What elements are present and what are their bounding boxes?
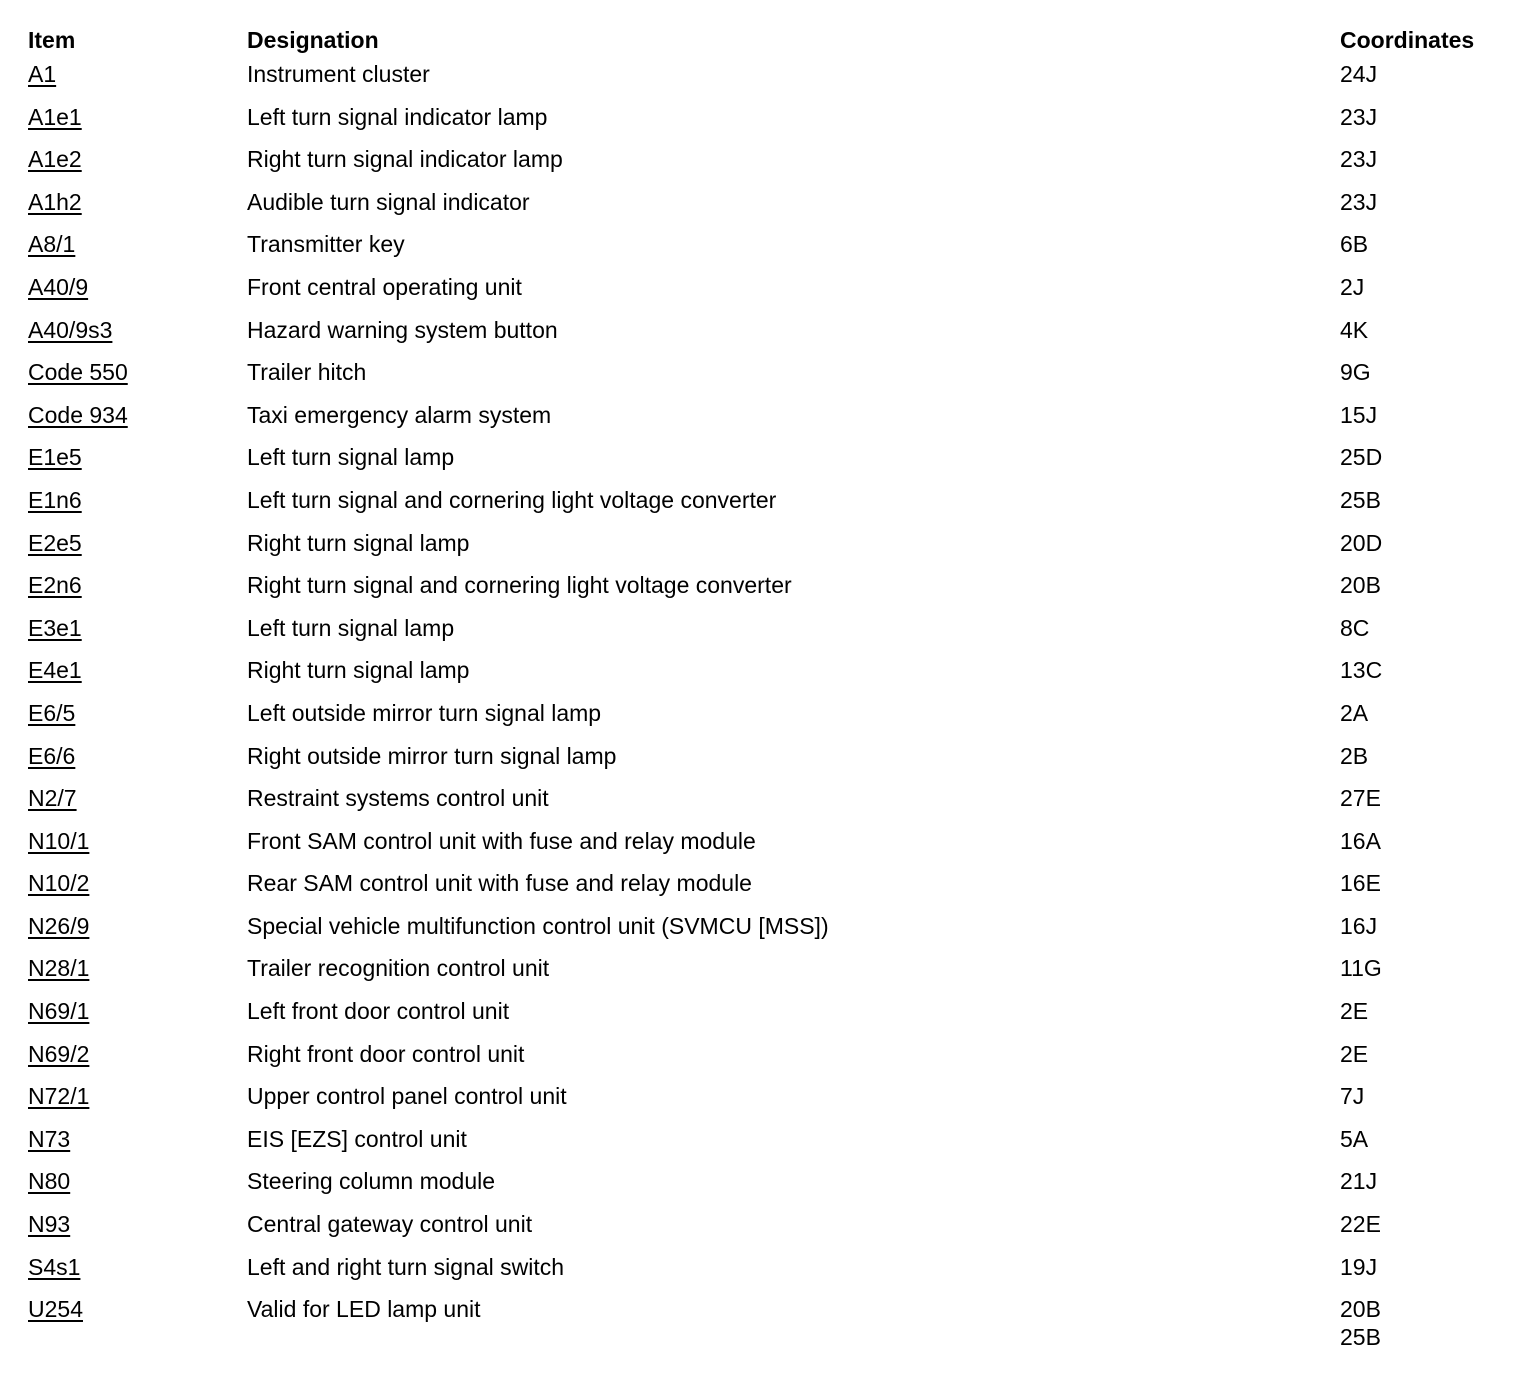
coordinates-cell <box>1340 1253 1377 1281</box>
coordinates-cell <box>1340 954 1382 982</box>
coordinate-value: 2B <box>1340 742 1369 769</box>
table-row <box>28 1165 1498 1208</box>
item-link[interactable]: N10/2 <box>28 870 90 897</box>
coordinate-value: 16J <box>1340 912 1378 939</box>
coordinate-value: 16E <box>1340 870 1381 897</box>
coordinates-cell <box>1340 784 1381 812</box>
table-row <box>28 1251 1498 1294</box>
coordinate-value: 27E <box>1340 785 1381 812</box>
designation-cell: Left and right turn signal switch <box>247 1253 565 1280</box>
coordinate-value: 8C <box>1340 614 1370 641</box>
coordinates-cell <box>1340 529 1382 557</box>
coordinates-cell <box>1340 273 1364 301</box>
designation-cell: Transmitter key <box>247 231 405 258</box>
designation-cell: Left turn signal and cornering light voltage converter <box>247 486 777 513</box>
table-row <box>28 271 1498 314</box>
coordinate-value: 11G <box>1340 955 1382 982</box>
coordinate-value: 2J <box>1340 273 1365 300</box>
coordinate-value: 25D <box>1340 444 1383 471</box>
coordinates-cell <box>1340 827 1381 855</box>
item-link[interactable]: A8/1 <box>28 231 76 258</box>
designation-cell: Right outside mirror turn signal lamp <box>247 742 617 769</box>
item-link[interactable]: E4e1 <box>28 657 82 684</box>
designation-cell: EIS [EZS] control unit <box>247 1125 467 1152</box>
table-row <box>28 527 1498 570</box>
designation-cell: Steering column module <box>247 1168 496 1195</box>
item-link[interactable]: N72/1 <box>28 1083 90 1110</box>
table-row <box>28 356 1498 399</box>
item-link[interactable]: E2n6 <box>28 572 82 599</box>
item-link[interactable]: E2e5 <box>28 529 82 556</box>
table-row <box>28 1208 1498 1251</box>
table-row <box>28 995 1498 1038</box>
item-link[interactable]: A1 <box>28 61 57 87</box>
coordinate-value: 13C <box>1340 657 1383 684</box>
designation-cell: Left outside mirror turn signal lamp <box>247 699 602 726</box>
table-row <box>28 910 1498 953</box>
coordinates-cell <box>1340 1040 1368 1068</box>
header-coordinates: Coordinates <box>1340 27 1475 53</box>
coordinates-cell <box>1340 699 1368 727</box>
coordinate-value: 25B <box>1340 1324 1381 1351</box>
item-link[interactable]: A40/9s3 <box>28 316 113 343</box>
designation-cell: Instrument cluster <box>247 61 430 87</box>
coordinate-value: 19J <box>1340 1253 1378 1280</box>
coordinates-cell <box>1340 103 1377 131</box>
coordinate-value: 16A <box>1340 827 1381 854</box>
item-link[interactable]: N93 <box>28 1211 71 1238</box>
designation-cell: Hazard warning system button <box>247 316 558 343</box>
coordinates-cell <box>1340 443 1382 471</box>
coordinates-cell <box>1340 188 1377 216</box>
coordinate-value: 2E <box>1340 1040 1369 1067</box>
designation-cell: Trailer hitch <box>247 359 367 386</box>
coordinate-value: 20B <box>1340 1296 1381 1323</box>
coordinates-cell <box>1340 1082 1364 1110</box>
coordinates-cell <box>1340 1167 1377 1195</box>
table-row <box>28 1080 1498 1123</box>
coordinate-value: 20D <box>1340 529 1383 556</box>
table-row <box>28 228 1498 271</box>
designation-cell: Front SAM control unit with fuse and relay module <box>247 827 756 854</box>
table-row <box>28 143 1498 186</box>
item-link[interactable]: E6/6 <box>28 742 76 769</box>
coordinates-cell <box>1340 614 1369 642</box>
coordinates-cell <box>1340 869 1381 897</box>
item-link[interactable]: E3e1 <box>28 614 82 641</box>
designation-cell: Trailer recognition control unit <box>247 955 550 982</box>
item-link[interactable]: N69/1 <box>28 998 90 1025</box>
item-link[interactable]: E1n6 <box>28 486 82 513</box>
designation-cell: Right front door control unit <box>247 1040 525 1067</box>
item-link[interactable]: U254 <box>28 1296 83 1323</box>
coordinates-cell <box>1340 145 1377 173</box>
coordinates-cell <box>1340 997 1368 1025</box>
table-row <box>28 101 1498 144</box>
item-link[interactable]: N2/7 <box>28 785 77 812</box>
designation-cell: Upper control panel control unit <box>247 1083 567 1110</box>
item-link[interactable]: S4s1 <box>28 1253 81 1280</box>
designation-cell: Right turn signal lamp <box>247 657 470 684</box>
coordinate-value: 21J <box>1340 1168 1378 1195</box>
item-link[interactable]: N26/9 <box>28 912 90 939</box>
table-row <box>28 441 1498 484</box>
table-header <box>28 24 1498 58</box>
item-link[interactable]: N73 <box>28 1125 71 1152</box>
designation-cell: Left front door control unit <box>247 998 510 1025</box>
table-row <box>28 58 1498 101</box>
coordinates-cell <box>1340 1125 1368 1153</box>
item-link[interactable]: N28/1 <box>28 955 90 982</box>
coordinate-value: 7J <box>1340 1083 1365 1110</box>
coordinate-value: 20B <box>1340 572 1381 599</box>
coordinate-value: 23J <box>1340 188 1378 215</box>
coordinate-value: 5A <box>1340 1125 1369 1152</box>
item-link[interactable]: Code 934 <box>28 401 128 428</box>
coordinates-cell <box>1340 571 1381 599</box>
table-body <box>28 58 1498 1351</box>
table-row <box>28 186 1498 229</box>
table-row <box>28 654 1498 697</box>
coordinate-value: 6B <box>1340 231 1369 258</box>
item-link[interactable]: N69/2 <box>28 1040 90 1067</box>
coordinate-value: 22E <box>1340 1211 1381 1238</box>
designation-cell: Taxi emergency alarm system <box>247 401 552 428</box>
coordinate-value: 24J <box>1340 61 1378 87</box>
coordinate-value: 15J <box>1340 401 1378 428</box>
table-row <box>28 1038 1498 1081</box>
coordinates-cell <box>1340 912 1377 940</box>
header-item: Item <box>28 27 76 53</box>
designation-cell: Restraint systems control unit <box>247 785 549 812</box>
table-row <box>28 1123 1498 1166</box>
designation-cell: Left turn signal indicator lamp <box>247 103 548 130</box>
coordinate-value: 2A <box>1340 699 1369 726</box>
designation-cell: Audible turn signal indicator <box>247 188 530 215</box>
table-row <box>28 484 1498 527</box>
table-row <box>28 782 1498 825</box>
coordinates-cell <box>1340 60 1377 88</box>
designation-cell: Front central operating unit <box>247 273 522 300</box>
coordinates-cell <box>1340 486 1381 514</box>
item-link[interactable]: A1e1 <box>28 103 82 130</box>
coordinates-cell <box>1340 742 1368 770</box>
item-link[interactable]: E1e5 <box>28 444 82 471</box>
coordinates-cell <box>1340 1210 1381 1238</box>
coordinates-cell <box>1340 230 1368 258</box>
table-row <box>28 399 1498 442</box>
table-row <box>28 1293 1498 1351</box>
table-row <box>28 740 1498 783</box>
item-link[interactable]: A1h2 <box>28 188 82 215</box>
coordinate-value: 23J <box>1340 103 1378 130</box>
coordinate-value: 23J <box>1340 146 1378 173</box>
table-row <box>28 569 1498 612</box>
component-legend-table <box>28 24 1498 1351</box>
designation-cell: Right turn signal indicator lamp <box>247 146 563 173</box>
designation-cell: Left turn signal lamp <box>247 614 455 641</box>
designation-cell: Left turn signal lamp <box>247 444 455 471</box>
coordinates-cell <box>1340 656 1382 684</box>
coordinates-cell <box>1340 401 1377 429</box>
coordinate-value: 4K <box>1340 316 1369 343</box>
item-link[interactable]: A1e2 <box>28 146 82 173</box>
designation-cell: Valid for LED lamp unit <box>247 1296 481 1323</box>
designation-cell: Right turn signal and cornering light voltage converter <box>247 572 792 599</box>
table-row <box>28 697 1498 740</box>
coordinate-value: 9G <box>1340 359 1371 386</box>
table-row <box>28 825 1498 868</box>
header-designation: Designation <box>247 27 379 53</box>
table-row <box>28 314 1498 357</box>
designation-cell: Central gateway control unit <box>247 1211 533 1238</box>
item-link[interactable]: A40/9 <box>28 273 89 300</box>
coordinate-value: 25B <box>1340 486 1381 513</box>
designation-cell: Right turn signal lamp <box>247 529 470 556</box>
item-link[interactable]: Code 550 <box>28 359 128 386</box>
coordinates-cell <box>1340 358 1371 386</box>
item-link[interactable]: N80 <box>28 1168 71 1195</box>
item-link[interactable]: E6/5 <box>28 699 76 726</box>
item-link[interactable]: N10/1 <box>28 827 90 854</box>
designation-cell: Rear SAM control unit with fuse and relay module <box>247 870 752 897</box>
coordinates-cell <box>1340 1295 1381 1351</box>
table-row <box>28 952 1498 995</box>
coordinates-cell <box>1340 316 1368 344</box>
table-row <box>28 612 1498 655</box>
coordinate-value: 2E <box>1340 998 1369 1025</box>
table-row <box>28 867 1498 910</box>
designation-cell: Special vehicle multifunction control unit (SVMCU [MSS]) <box>247 912 829 939</box>
